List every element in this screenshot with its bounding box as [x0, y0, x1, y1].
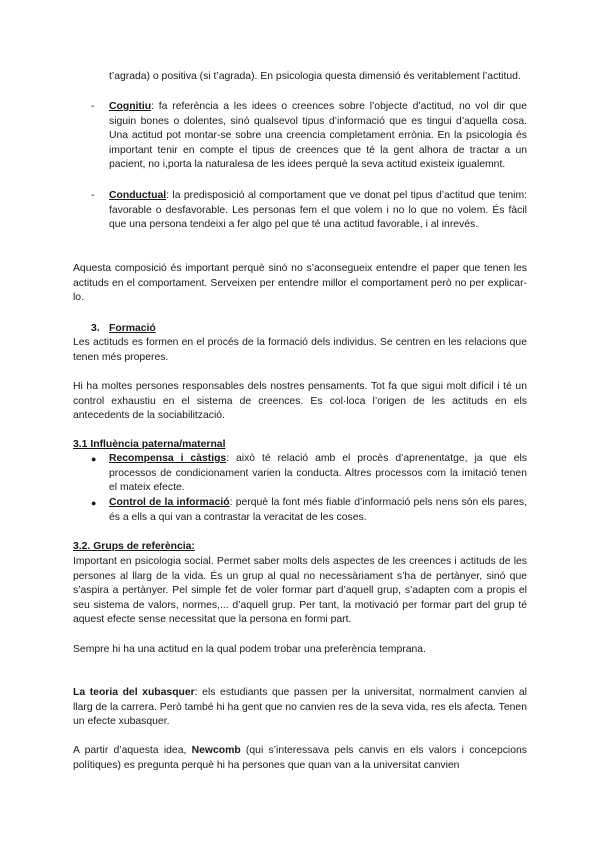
- list-item-text: [109, 496, 527, 525]
- term-description: : la predisposició al comportament que ve donat pel tipus d’actitud que tenim: favorable o desfavorable. Les personas fem el que volem i no lo que no volem. És fàcil que una persona tendeixi a fer algo pel que té una actitud favorable, i al inrevés.: [109, 190, 527, 231]
- term-description: : fa referència a les idees o creences sobre l’objecte d’actitud, no vol dir que siguin bones o dolentes, sinó qualsevol tipus d’informació que es tingui d’aquella cosa. Una actitud pot montar-se sobre una creencia completament errònia. En la psicologia és important tenir en compte el tipus de creences que té la gent alhora de tractar a un pacient, no i,porta la naturalesa de les idees perquè la seva actitud existeix igualemnt.: [109, 101, 527, 171]
- section-title: Formació: [109, 323, 156, 334]
- subsection-heading-influencia: 3.1 Influència paterna/maternal: [73, 439, 226, 450]
- xubasquer-paragraph: [73, 686, 527, 730]
- term-recompensa: Recompensa i càstigs: [109, 453, 227, 464]
- composition-paragraph: Aquesta composició és important perquè sinó no s’aconsegueix entendre el paper que tenen les actituds en el comportament. Serveixen per entendre millor el comportament però no per explicar-lo.: [73, 263, 527, 304]
- list-item-text: [109, 100, 527, 173]
- intro-continuation: t’agrada) o positiva (si t’agrada). En psicologia questa dimensió és veritablement l’actitud.: [109, 71, 521, 82]
- section-number: 3.: [91, 323, 100, 334]
- list-item-text: [109, 189, 527, 233]
- bullet-marker: ●: [91, 454, 97, 464]
- formacio-paragraph-2: Hi ha moltes persones responsables dels nostres pensaments. Tot fa que sigui molt difícil i té un control exhaustiu en el sistema de creences. Es col·loca l’origen de les actituds en els antecedents de la sociabilització.: [73, 381, 527, 422]
- formacio-paragraph-1: Les actituds es formen en el procés de la formació dels individus. Se centren en les relacions que tenen més properes.: [73, 337, 527, 363]
- dash-marker: -: [91, 101, 95, 112]
- newcomb-intro: A partir d’aquesta idea,: [73, 745, 192, 756]
- list-item-conductual: [91, 189, 527, 233]
- section-heading-formacio: [91, 322, 156, 337]
- term-description: : perquè la font més fiable d’informació pels nens són els pares, és a ells a qui van a contrastar la veracitat de les coses.: [109, 497, 527, 523]
- term-description: : això té relació amb el procès d’aprenentatge, ja que els processos de condicionament varien la conducta. Altres processos com la imitació tenen el mateix efecte.: [109, 453, 527, 494]
- newcomb-paragraph: [73, 744, 527, 773]
- term-control: Control de la informació: [109, 497, 230, 508]
- term-xubasquer: La teoria del xubasquer: [73, 687, 195, 698]
- dash-marker: -: [91, 190, 95, 201]
- name-newcomb: Newcomb: [191, 745, 241, 756]
- list-item-recompensa: [91, 452, 527, 496]
- list-item-cognitiu: [91, 100, 527, 173]
- subsection-heading-grups: 3.2. Grups de referència:: [73, 541, 195, 552]
- list-item-control: [91, 496, 527, 525]
- newcomb-description: (qui s’interessava pels canvis en els valors i concepcions polítiques) es pregunta perquè hi ha persones que quan van a la universitat canvien: [73, 745, 527, 771]
- term-conductual: Conductual: [109, 190, 167, 201]
- list-item-text: [109, 452, 527, 496]
- grups-paragraph-2: Sempre hi ha una actitud en la qual podem trobar una preferència temprana.: [73, 644, 426, 655]
- xubasquer-description: : els estudiants que passen per la universitat, normalment canvien al llarg de la carrera. Però també hi ha gent que no canvien res de la seva vida, res els afecta. Tenen un efecte xubasquer.: [73, 687, 527, 728]
- term-cognitiu: Cognitiu: [109, 101, 152, 112]
- bullet-marker: ●: [91, 498, 97, 508]
- grups-paragraph-1: Important en psicologia social. Permet saber molts dels aspectes de les creences i actituds de les persones al llarg de la vida. És un grup al qual no necessàriament s’ha de pertànyer, sinó que s’aspira a pertànyer. Pel simple fet de voler formar part d’aquell grup, s’adapten com a propis el seu sistema de valors, normes,... d’aquell grup. Per tant, la motivació per formar part del grup té aquest efecte sense necessitat que la persona en formi part.: [73, 556, 527, 626]
